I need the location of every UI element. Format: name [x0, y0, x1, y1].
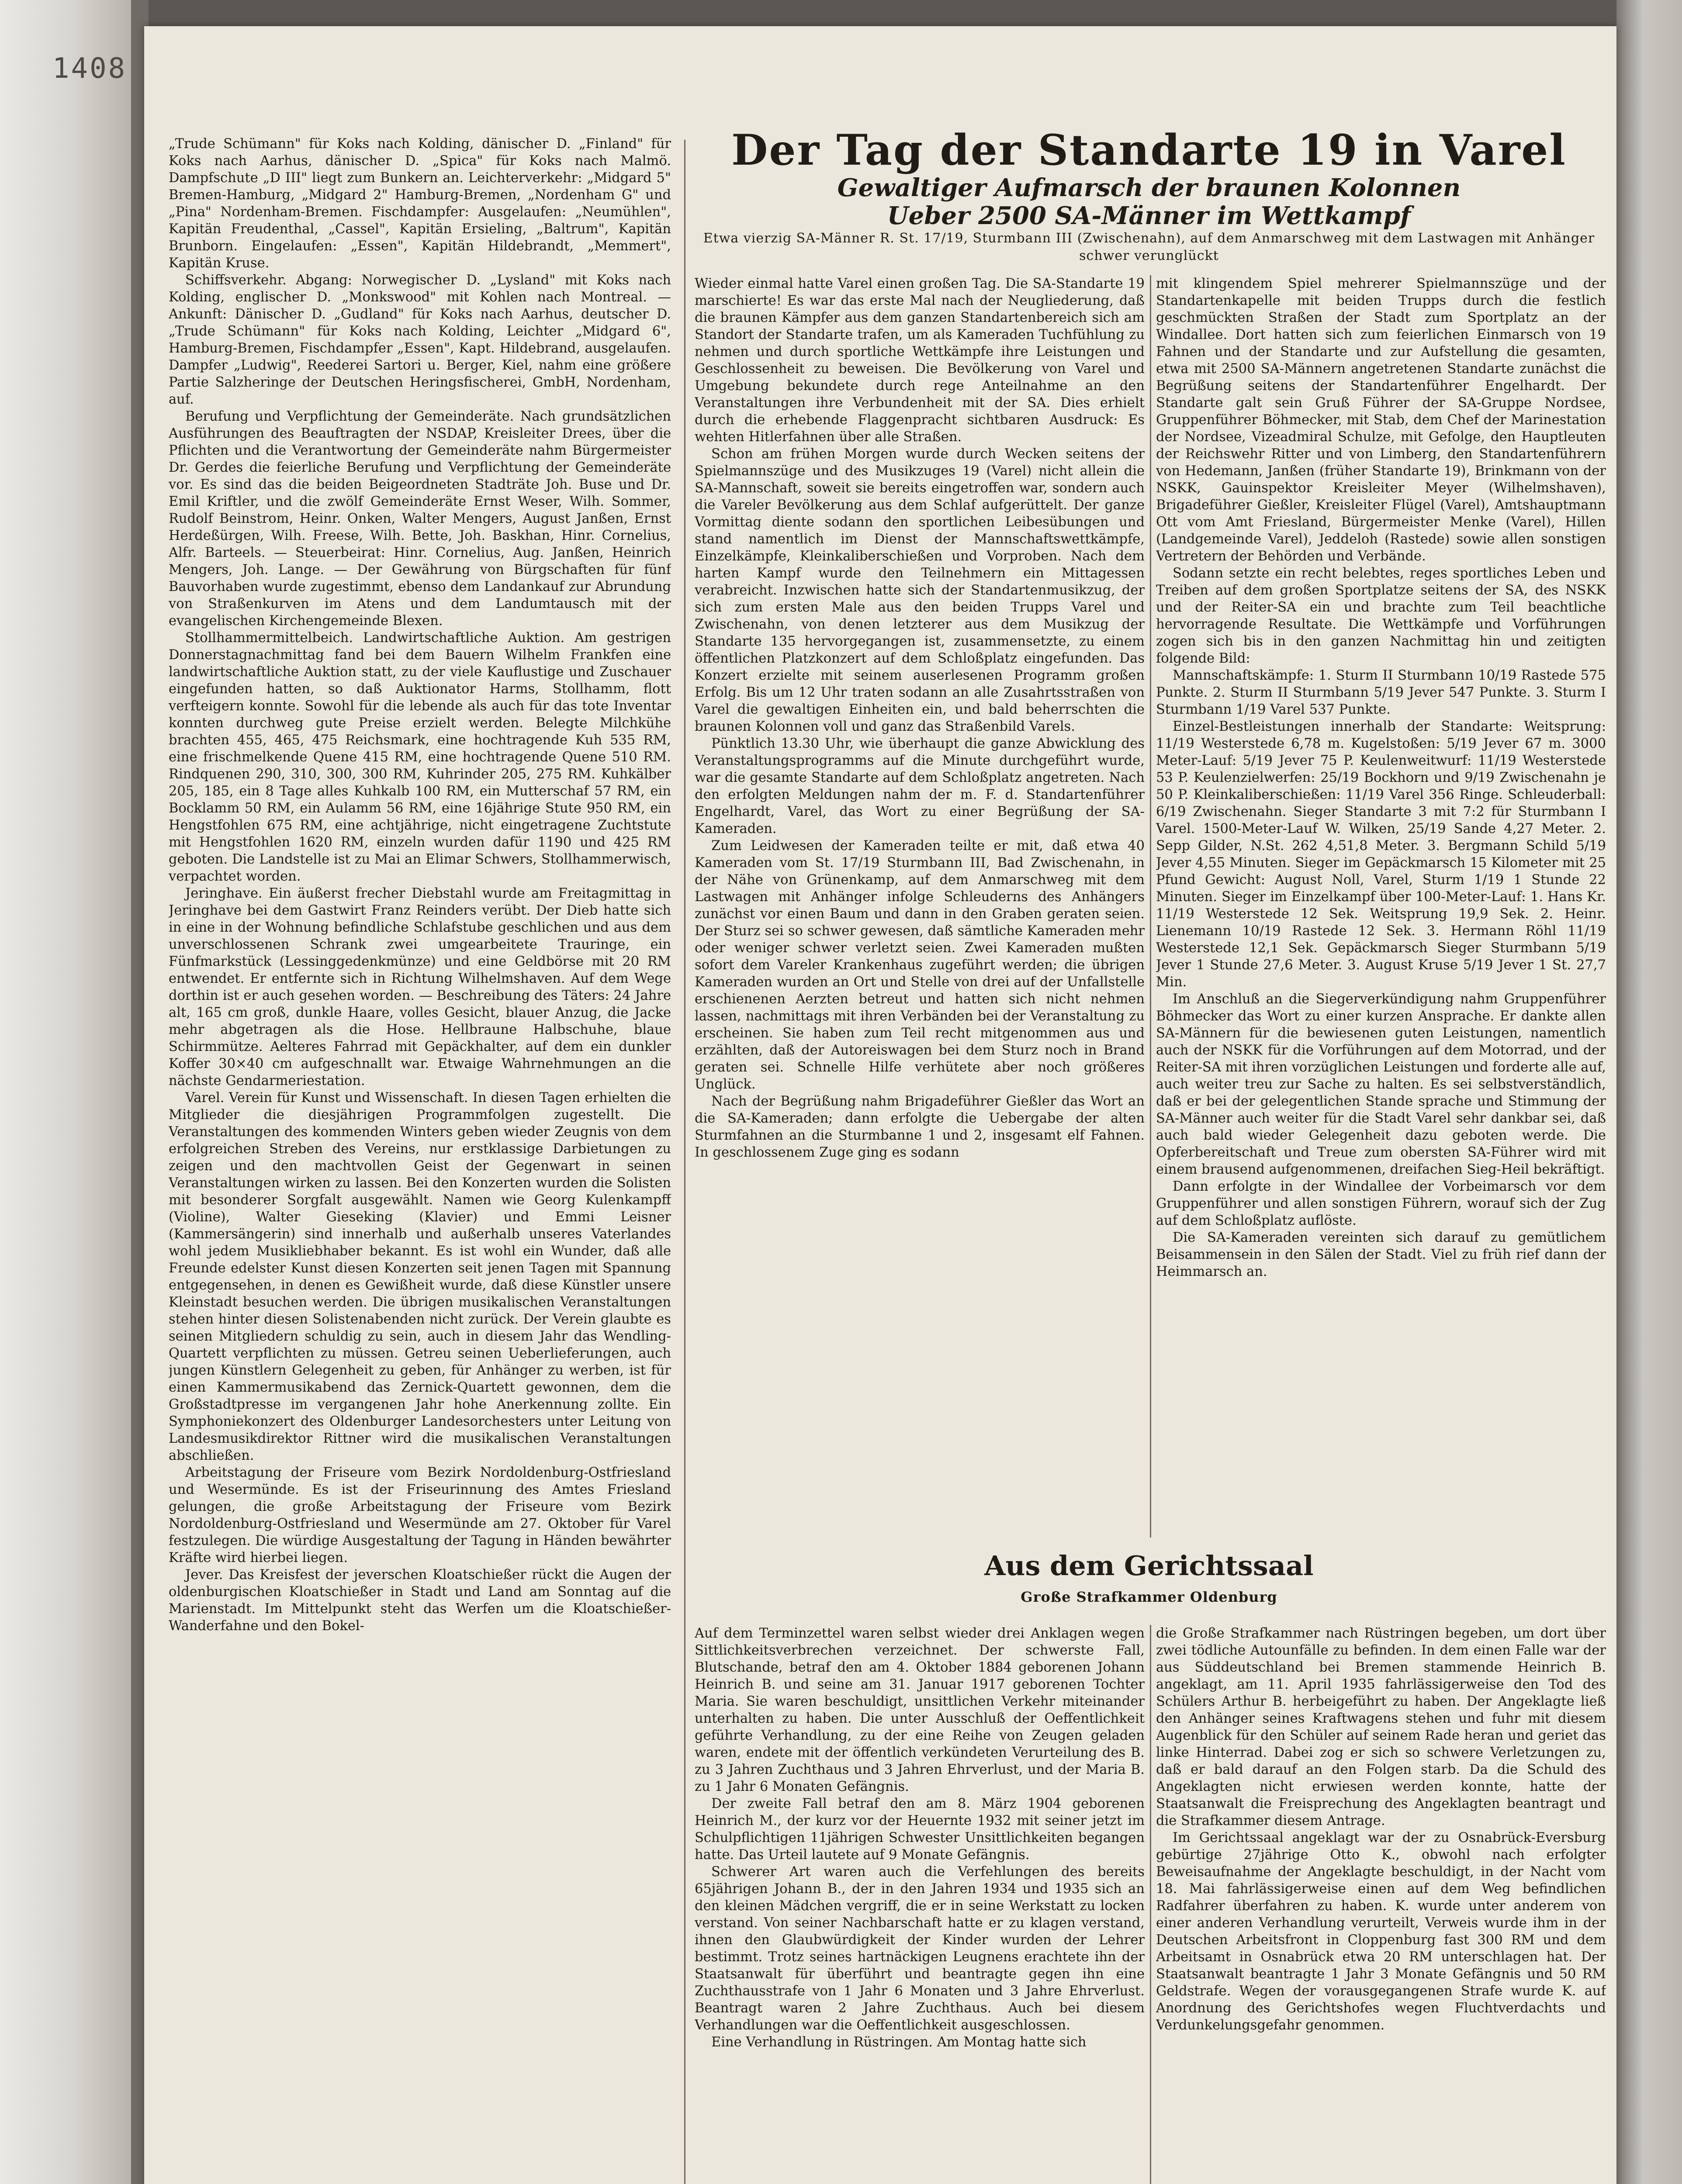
- lead-paragraph: Dann erfolgte in der Windallee der Vorbeimarsch vor dem Gruppenführer und allen sonstigen Führern, worauf sich der Zug auf dem Schloßplatz auflöste.: [1156, 1179, 1606, 1228]
- scan-edge-right: [1616, 0, 1682, 2184]
- lead-title: Der Tag der Standarte 19 in Varel: [731, 127, 1567, 175]
- left-column: [169, 135, 671, 2184]
- court-paragraph: Schwerer Art waren auch die Verfehlungen des bereits 65jährigen Johann B., der in den Jahren 1934 und 1935 sich an den kleinen Mädchen vergriff, die er in seine Werkstatt zu locken verstand. Von seiner Nachbarschaft hatte er zu klagen verstand, ihnen den Glaubwürdigkeit der Kinder wurden der Lehrer bestimmt. Trotz seines hartnäckigen Leugnens erachtete ihn der Staatsanwalt für überführt und beantragte gegen ihn eine Zuchthausstrafe von 1 Jahr 6 Monaten und 3 Jahre Ehrverlust. Beantragt waren 2 Jahre Zuchthaus. Auch bei diesem Verhandlungen war die Oeffentlichkeit ausgeschlossen.: [695, 1864, 1145, 2033]
- lead-paragraph: Sodann setzte ein recht belebtes, reges sportliches Leben und Treiben auf dem großen Sportplatze seitens der SA, des NSKK und der Reiter-SA ein und brachte zum Teil beachtliche hervorragende Resultate. Die Wettkämpfe und Vorführungen zogen sich bis in den ganzen Nachmittag hin und zeitigten folgende Bild:: [1156, 566, 1606, 666]
- left-paragraph: Jeringhave. Ein äußerst frecher Diebstahl wurde am Freitagmittag in Jeringhave bei dem Gastwirt Franz Reinders verübt. Der Dieb hatte sich in eine in der Wohnung befindliche Schlafstube geschlichen und aus dem unverschlossenen Schrank zwei umgearbeitete Trauringe, ein Fünfmarkstück (Lessinggedenkmünze) und eine Geldbörse mit 20 RM entwendet. Er entfernte sich in Richtung Wilhelmshaven. Auf dem Wege dorthin ist er auch gesehen worden. — Beschreibung des Täters: 24 Jahre alt, 165 cm groß, dunkle Haare, volles Gesicht, blauer Anzug, die Jacke mehr abgetragen als die Hose. Hellbraune Halbschuhe, blaue Schirmmütze. Aelteres Fahrrad mit Gepäckhalter, auf dem ein dunkler Koffer 30×40 cm aufgeschnallt war. Etwaige Wahrnehmungen an die nächste Gendarmeriestation.: [169, 886, 671, 1089]
- court-title: Aus dem Gerichtssaal: [984, 1551, 1314, 1582]
- court-paragraph: Im Gerichtssaal angeklagt war der zu Osnabrück-Eversburg gebürtige 27jährige Otto K., obwohl nach erfolgter Beweisaufnahme der Angeklagte beschuldigt, in der Nacht vom 18. Mai fahrlässigerweise einen auf dem Weg befindlichen Radfahrer überfahren zu haben. K. wurde unter anderem von einer anderen Verhandlung verurteilt, Verweis wurde ihm in der Deutschen Arbeitsfront in Cloppenburg fast 300 RM und dem Arbeitsamt in Osnabrück etwa 20 RM unterschlagen hat. Der Staatsanwalt beantragte 1 Jahr 3 Monate Gefängnis und 50 RM Geldstrafe. Wegen der vorausgegangenen Strafe wurde K. auf Anordnung des Gerichtshofes wegen Fluchtverdachts und Verdunkelungsgefahr genommen.: [1156, 1830, 1606, 2033]
- left-paragraph: Stollhammermittelbeich. Landwirtschaftliche Auktion. Am gestrigen Donnerstagnachmittag fand bei dem Bauern Wilhelm Frankfen eine landwirtschaftliche Auktion statt, zu der viele Kauflustige und Zuschauer eingefunden hatten, so daß Auktionator Harms, Stollhamm, flott verfteigern konnte. Sowohl für die lebende als auch für das tote Inventar konnten durchweg gute Preise erzielt werden. Belegte Milchkühe brachten 455, 465, 475 Reichsmark, eine hochtragende Kuh 535 RM, eine frischmelkende Quene 415 RM, eine hochtragende Quene 510 RM. Rindquenen 290, 310, 300, 300 RM, Kuhrinder 205, 275 RM. Kuhkälber 205, 185, ein 8 Tage alles Kuhkalb 100 RM, ein Mutterschaf 57 RM, ein Bocklamm 50 RM, ein Aulamm 56 RM, eine 16jährige Stute 950 RM, ein Hengstfohlen 675 RM, eine achtjährige, nicht eingetragene Zuchtstute mit Hengstfohlen 1620 RM, einzeln wurden dafür 1190 und 425 RM geboten. Die Landstelle ist zu Mai an Elimar Schwers, Stollhammerwisch, verpachtet worden.: [169, 630, 671, 884]
- court-column-1: [695, 1625, 1145, 2184]
- lead-subtitle: Gewaltiger Aufmarsch der braunen Kolonnen: [837, 173, 1461, 202]
- court-paragraph: Der zweite Fall betraf den am 8. März 1904 geborenen Heinrich M., der kurz vor der Heuernte 1932 mit seiner jetzt im Schulpflichtigen 11jährigen Schwester Unsittlichkeiten begangen hatte. Das Urteil lautete auf 9 Monate Gefängnis.: [695, 1796, 1145, 1863]
- court-paragraph: die Große Strafkammer nach Rüstringen begeben, um dort über zwei tödliche Autounfälle zu befinden. In dem einen Falle war der aus Süddeutschland bei Bremen stammende Heinrich B. angeklagt, am 11. April 1935 fahrlässigerweise den Tod des Schülers Arthur B. herbeigeführt zu haben. Der Angeklagte ließ den Anhänger seines Kraftwagens stehen und fuhr mit diesem Augenblick für den Schüler auf seinem Rade heran und geriet das linke Hinterrad. Dabei zog er sich so schwere Verletzungen zu, daß er bald darauf an den Folgen starb. Da die Schuld des Angeklagten nicht erwiesen werden konnte, hatte der Staatsanwalt die Freisprechung des Angeklagten beantragt und die Strafkammer diesem Antrage.: [1156, 1626, 1606, 1828]
- left-paragraph: Varel. Verein für Kunst und Wissenschaft. In diesen Tagen erhielten die Mitglieder die diesjährigen Programmfolgen zugestellt. Die Veranstaltungen des kommenden Winters geben wieder Zeugnis von dem erfolgreichen Streben des Vereins, nur erstklassige Darbietungen zu zeigen und den machtvollen Geist der Gegenwart in seinen Veranstaltungen wirken zu lassen. Bei den Konzerten wurden die Solisten mit besonderer Sorgfalt ausgewählt. Namen wie Georg Kulenkampff (Violine), Walter Gieseking (Klavier) und Emmi Leisner (Kammersängerin) sind innerhalb und außerhalb unseres Vaterlandes wohl jedem Musikliebhaber bekannt. Es ist wohl ein Wunder, daß alle Freunde edelster Kunst diesen Konzerten seit jenen Tagen mit Spannung entgegensehen, in denen es Gewißheit wurde, daß diese Künstler unsere Kleinstadt besuchen werden. Die übrigen musikalischen Veranstaltungen stehen hinter diesen Solistenabenden nicht zurück. Der Verein glaubte es seinen Mitgliedern schuldig zu sein, auch in diesem Jahr das Wendling-Quartett verpflichten zu müssen. Getreu seinen Ueberlieferungen, auch jungen Künstlern Gelegenheit zu geben, für Anhänger zu werben, ist für einen Kammermusikabend das Zernick-Quartett gewonnen, dem die Großstadtpresse im vergangenen Jahr hohe Anerkennung zollte. Ein Symphoniekonzert des Oldenburger Landesorchesters unter Leitung von Landesmusikdirektor Rittner wird die musikalischen Veranstaltungen abschließen.: [169, 1090, 671, 1463]
- column-rule: [1150, 1625, 1151, 2184]
- scan-edge-left: [0, 0, 131, 2184]
- page-number: 1408: [52, 52, 127, 85]
- lead-kicker: Ueber 2500 SA-Männer im Wettkampf: [887, 201, 1411, 230]
- lead-paragraph: Wieder einmal hatte Varel einen großen Tag. Die SA-Standarte 19 marschierte! Es war das erste Mal nach der Neugliederung, daß die braunen Kämpfer aus dem ganzen Standartenbereich sich am Standort der Standarte trafen, um als Kameraden Tuchfühlung zu nehmen und durch sportliche Wettkämpfe ihre Leistungen und Geschlossenheit zu beweisen. Die Bevölkerung von Varel und Umgebung bekundete durch rege Anteilnahme an den Veranstaltungen ihre Verbundenheit mit der SA. Dies erhielt durch die erhebende Flaggenpracht sichtbaren Ausdruck: Es wehten Hitlerfahnen über alle Straßen.: [695, 276, 1145, 445]
- lead-caption: Etwa vierzig SA-Männer R. St. 17/19, Sturmbann III (Zwischenahn), auf dem Anmarschweg mit dem Lastwagen mit Anhänger schwer verunglückt: [703, 231, 1595, 263]
- lead-paragraph: Einzel-Bestleistungen innerhalb der Standarte: Weitsprung: 11/19 Westerstede 6,78 m. Kugelstoßen: 5/19 Jever 67 m. 3000 Meter-Lauf: 5/19 Jever 75 P. Keulenweitwurf: 11/19 Westerstede 53 P. Keulenzielwerfen: 25/19 Bockhorn und 9/19 Zwischenahn je 50 P. Kleinkaliberschießen: 11/19 Varel 356 Ringe. Schleuderball: 6/19 Zwischenahn. Sieger Standarte 3 mit 7:2 für Sturmbann I Varel. 1500-Meter-Lauf W. Wilken, 25/19 Sande 4,27 Meter. 2. Sepp Gilder, N.St. 262 4,51,8 Meter. 3. Bergmann Schild 5/19 Jever 4,55 Minuten. Sieger im Gepäckmarsch 15 Kilometer mit 25 Pfund Gewicht: August Noll, Varel, Sturm 1/19 1 Stunde 22 Minuten. Sieger im Einzelkampf über 100-Meter-Lauf: 1. Hans Kr. 11/19 Westerstede 12 Sek. Weitsprung 19,9 Sek. 2. Heinr. Lienemann 10/19 Rastede 12 Sek. 3. Hermann Röhl 11/19 Westerstede 12,1 Sek. Gepäckmarsch Sieger Sturmbann 5/19 Jever 1 Stunde 27,6 Meter. 3. August Kruse 5/19 Jever 1 St. 27,7 Min.: [1156, 719, 1606, 990]
- left-paragraph: Schiffsverkehr. Abgang: Norwegischer D. „Lysland" mit Koks nach Kolding, englischer D. „Monkswood" mit Kohlen nach Montreal. — Ankunft: Dänischer D. „Gudland" für Koks nach Aarhus, deutscher D. „Trude Schümann" für Koks nach Kolding, Leichter „Midgard 6", Hamburg-Bremen, Fischdampfer „Essen", Kapt. Hildebrand, ausgelaufen. Dampfer „Ludwig", Reederei Sartori u. Berger, Kiel, nahm eine größere Partie Salzheringe der Deutschen Heringsfischerei, GmbH, Nordenham, auf.: [169, 273, 671, 407]
- court-subtitle: Große Strafkammer Oldenburg: [1021, 1589, 1277, 1605]
- court-column-2: [1156, 1625, 1606, 2184]
- left-paragraph: Jever. Das Kreisfest der jeverschen Kloatschießer rückt die Augen der oldenburgischen Kloatschießer in Stadt und Land am Sonntag auf die Marienstadt. Im Mittelpunkt steht das Werfen um die Kloatschießer-Wanderfahne und den Bokel-: [169, 1567, 671, 1634]
- lead-paragraph: mit klingendem Spiel mehrerer Spielmannszüge und der Standartenkapelle mit beiden Trupps durch die festlich geschmückten Straßen der Stadt zum Sportplatz an der Windallee. Dort hatten sich zum feierlichen Einmarsch von 19 Fahnen und der Standarte und zur Aufstellung die gesamten, etwa mit 2500 SA-Männern angetretenen Standarte zunächst die Begrüßung seitens der Standartenführer Engelhardt. Der Standarte galt sein Gruß Führer der SA-Gruppe Nordsee, Gruppenführer Böhmecker, mit Stab, dem Chef der Marinestation der Nordsee, Vizeadmiral Schulze, mit Gefolge, den Hauptleuten der Reichswehr Ritter und von Limberg, den Standartenführern von Hedemann, Janßen (früher Standarte 19), Brinkmann von der NSKK, Gauinspektor Kreisleiter Meyer (Wilhelmshaven), Brigadeführer Gießler, Kreisleiter Flügel (Varel), Amtshauptmann Ott vom Amt Friesland, Bürgermeister Menke (Varel), Hillen (Landgemeinde Varel), Jeddeloh (Rastede) sowie allen sonstigen Vertretern der Behörden und Verbände.: [1156, 276, 1606, 564]
- lead-paragraph: Die SA-Kameraden vereinten sich darauf zu gemütlichem Beisammensein in den Sälen der Stadt. Viel zu früh rief dann der Heimmarsch an.: [1156, 1230, 1606, 1279]
- left-paragraph: Arbeitstagung der Friseure vom Bezirk Nordoldenburg-Ostfriesland und Wesermünde. Es ist der Friseurinnung des Amtes Friesland gelungen, die große Arbeitstagung der Friseure vom Bezirk Nordoldenburg-Ostfriesland und Wesermünde am 27. Oktober für Varel festzulegen. Die würdige Ausgestaltung der Tagung in Händen bewährter Kräfte wird hierbei liegen.: [169, 1465, 671, 1565]
- column-rule: [1150, 275, 1151, 1538]
- left-paragraph: Berufung und Verpflichtung der Gemeinderäte. Nach grundsätzlichen Ausführungen des Beauftragten der NSDAP, Kreisleiter Drees, über die Pflichten und die Verantwortung der Gemeinderäte nahm Bürgermeister Dr. Gerdes die feierliche Berufung und Verpflichtung der Gemeinderäte vor. Es sind das die beiden Beigeordneten Stadträte Joh. Buse und Dr. Emil Kriftler, und die zwölf Gemeinderäte Ernst Weser, Wilh. Sommer, Rudolf Beinstrom, Heinr. Onken, Walter Mengers, August Janßen, Ernst Herdeßürgen, Wilh. Freese, Wilh. Bette, Joh. Baskhan, Hinr. Cornelius, Alfr. Barteels. — Steuerbeirat: Hinr. Cornelius, Aug. Janßen, Heinrich Mengers, Joh. Lange. — Der Gewährung von Bürgschaften für fünf Bauvorhaben wurde zugestimmt, ebenso dem Landankauf zur Abrundung von Straßenkurven im Atens und dem Landumtausch mit der evangelischen Kirchengemeinde Blexen.: [169, 409, 671, 629]
- column-rule: [684, 140, 685, 2184]
- lead-paragraph: Im Anschluß an die Siegerverkündigung nahm Gruppenführer Böhmecker das Wort zu einer kurzen Ansprache. Er dankte allen SA-Männern für die bewiesenen guten Leistungen, namentlich auch der NSKK für die Vorführungen auf dem Motorrad, und der Reiter-SA mit ihren vorzüglichen Leistungen und forderte alle auf, auch weiter treu zur Sache zu halten. Es sei selbstverständlich, daß er bei der gelegentlichen Stande sprache und Stimmung der SA-Männer auch weiter für die Stadt Varel sehr dankbar sei, daß auch bald wieder Gelegenheit dazu geboten werde. Die Opferbereitschaft und Treue zum obersten SA-Führer wird mit einem brausend aufgenommenen, dreifachen Sieg-Heil bekräftigt.: [1156, 992, 1606, 1177]
- court-paragraph: Auf dem Terminzettel waren selbst wieder drei Anklagen wegen Sittlichkeitsverbrechen verzeichnet. Der schwerste Fall, Blutschande, betraf den am 4. Oktober 1884 geborenen Johann Heinrich B. und seine am 31. Januar 1917 geborenen Tochter Maria. Sie waren beschuldigt, unsittlichen Verkehr miteinander unterhalten zu haben. Die unter Ausschluß der Oeffentlichkeit geführte Verhandlung, zu der eine Reihe von Zeugen geladen waren, endete mit der öffentlich verkündeten Verurteilung des B. zu 3 Jahren Zuchthaus und 3 Jahren Ehrverlust, und der Maria B. zu 1 Jahr 6 Monaten Gefängnis.: [695, 1626, 1145, 1794]
- court-headline: [695, 1551, 1603, 1616]
- lead-paragraph: Nach der Begrüßung nahm Brigadeführer Gießler das Wort an die SA-Kameraden; dann erfolgte die Uebergabe der alten Sturmfahnen an die Sturmbanne 1 und 2, insgesamt elf Fahnen. In geschlossenem Zuge ging es sodann: [695, 1094, 1145, 1160]
- lead-headline: [695, 127, 1603, 266]
- lead-column-2: [1156, 275, 1606, 1542]
- lead-column-1: [695, 275, 1145, 1542]
- lead-paragraph: Mannschaftskämpfe: 1. Sturm II Sturmbann 10/19 Rastede 575 Punkte. 2. Sturm II Sturmbann 5/19 Jever 547 Punkte. 3. Sturm I Sturmbann 1/19 Varel 537 Punkte.: [1156, 668, 1606, 717]
- lead-paragraph: Zum Leidwesen der Kameraden teilte er mit, daß etwa 40 Kameraden vom St. 17/19 Sturmbann III, Bad Zwischenahn, in der Nähe von Grünenkamp, auf dem Anmarschweg mit dem Lastwagen mit Anhänger infolge Schleuderns des Anhängers zunächst vor einen Baum und dann in den Graben geraten seien. Der Sturz sei so schwer gewesen, daß sämtliche Kameraden mehr oder weniger schwer verletzt seien. Zwei Kameraden mußten sofort dem Vareler Krankenhaus zugeführt werden; die übrigen Kameraden wurden an Ort und Stelle von drei auf der Unfallstelle erschienenen Aerzten betreut und hatten sich nicht nehmen lassen, nachmittags mit ihren Verbänden bei der Veranstaltung zu erscheinen. Sie haben zum Teil recht mitgenommen aus und erzählten, daß der Autoreiswagen bei dem Sturz noch in Brand geraten sei. Schnelle Hilfe verhütete aber noch größeres Unglück.: [695, 838, 1145, 1092]
- lead-paragraph: Schon am frühen Morgen wurde durch Wecken seitens der Spielmannszüge und des Musikzuges 19 (Varel) nicht allein die SA-Mannschaft, soweit sie bereits eingetroffen war, sondern auch die Vareler Bevölkerung aus dem Schlaf aufgerüttelt. Der ganze Vormittag diente sodann den sportlichen Leibesübungen und stand namentlich im Dienst der Mannschaftswettkämpfe, Einzelkämpfe, Kleinkaliberschießen und Vorproben. Nach dem harten Kampf wurde den Teilnehmern ein Mittagessen verabreicht. Inzwischen hatte sich der Standartenmusikzug, der sich zum ersten Male aus den beiden Trupps Varel und Zwischenahn, von denen letzterer aus dem Musikzug der Standarte 135 hervorgegangen ist, zusammensetzte, zu einem öffentlichen Platzkonzert auf dem Schloßplatz eingefunden. Das Konzert erzielte mit seinem auserlesenen Programm großen Erfolg. Bis um 12 Uhr traten sodann an alle Zusahrtsstraßen von Varel die gewaltigen Einheiten ein, und bald beherrschten die braunen Kolonnen voll und ganz das Straßenbild Varels.: [695, 446, 1145, 734]
- left-paragraph: „Trude Schümann" für Koks nach Kolding, dänischer D. „Finland" für Koks nach Aarhus, dänischer D. „Spica" für Koks nach Malmö. Dampfschute „D III" liegt zum Bunkern an. Leichterverkehr: „Midgard 5" Bremen-Hamburg, „Midgard 2" Hamburg-Bremen, „Nordenham G" und „Pina" Nordenham-Bremen. Fischdampfer: Ausgelaufen: „Neumühlen", Kapitän Freudenthal, „Cassel", Kapitän Ersieling, „Baltrum", Kapitän Brunborn. Eingelaufen: „Essen", Kapitän Hildebrandt, „Memmert", Kapitän Kruse.: [169, 136, 671, 271]
- lead-paragraph: Pünktlich 13.30 Uhr, wie überhaupt die ganze Abwicklung des Veranstaltungsprogramms auf die Minute durchgeführt wurde, war die gesamte Standarte auf dem Schloßplatz angetreten. Nach den erfolgten Meldungen nahm der m. F. d. Standartenführer Engelhardt, Varel, das Wort zu einer Begrüßung der SA-Kameraden.: [695, 736, 1145, 836]
- court-paragraph: Eine Verhandlung in Rüstringen. Am Montag hatte sich: [711, 2035, 1087, 2050]
- newspaper-page: [144, 26, 1616, 2184]
